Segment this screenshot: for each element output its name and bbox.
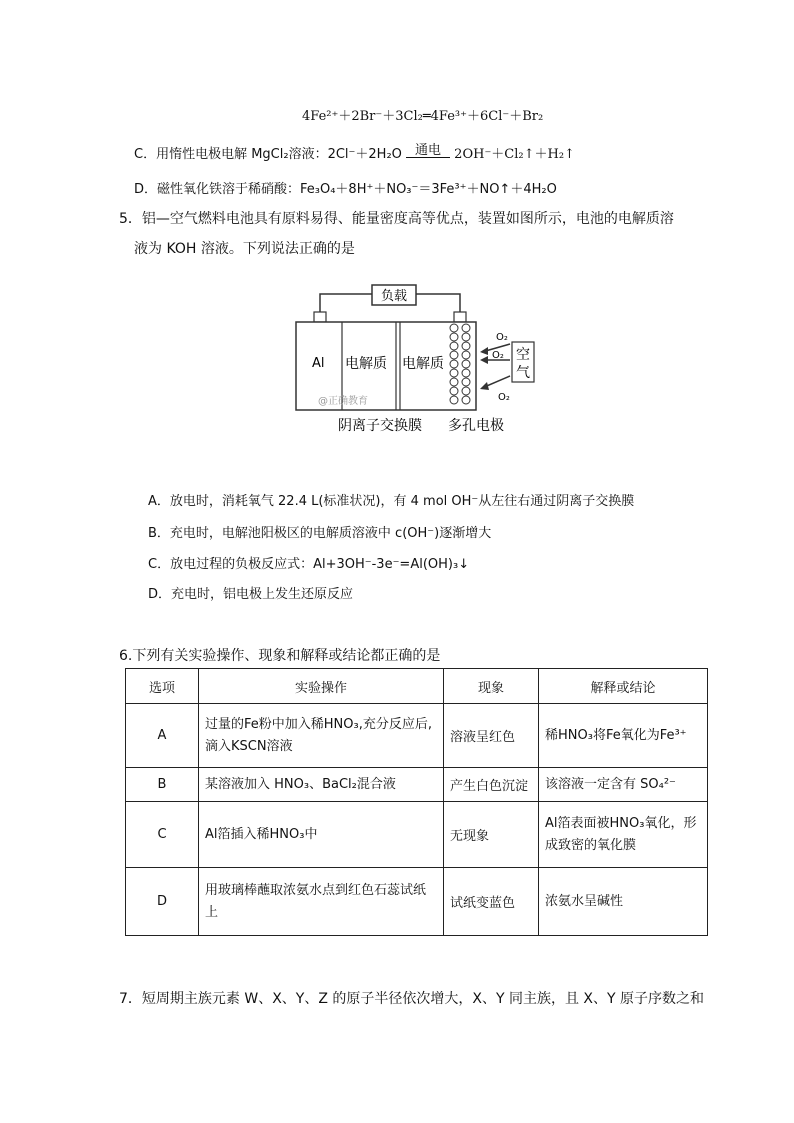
electrolysis-condition: 通电 bbox=[415, 143, 442, 158]
header-phenomenon: 现象 bbox=[444, 669, 539, 704]
q5-stem-line1: 5．铝—空气燃料电池具有原料易得、能量密度高等优点，装置如图所示，电池的电解质溶 bbox=[119, 211, 674, 227]
row-option: C bbox=[126, 802, 199, 868]
q5-option-d: D．充电时，铝电极上发生还原反应 bbox=[148, 587, 354, 602]
q4-option-c bbox=[134, 143, 575, 162]
row-option: D bbox=[126, 868, 199, 936]
wire-right bbox=[416, 294, 460, 314]
row-operation: 某溶液加入 HNO₃、BaCl₂混合液 bbox=[199, 768, 444, 802]
q5-option-a: A．放电时，消耗氧气 22.4 L(标准状况)，有 4 mol OH⁻从左往右通过阴离子交换膜 bbox=[148, 494, 635, 509]
row-conclusion: 该溶液一定含有 SO₄²⁻ bbox=[539, 768, 708, 802]
o2-label-mid: O₂ bbox=[492, 350, 504, 361]
table-row bbox=[126, 802, 708, 868]
table-header-row bbox=[126, 669, 708, 704]
row-operation: 过量的Fe粉中加入稀HNO₃,充分反应后,滴入KSCN溶液 bbox=[199, 704, 444, 768]
o2-label-bottom: O₂ bbox=[498, 392, 510, 403]
row-option: B bbox=[126, 768, 199, 802]
watermark: @正确教育 bbox=[318, 396, 368, 407]
o2-arrowhead-mid bbox=[480, 356, 488, 364]
q4-c-suffix: 2OH⁻＋Cl₂↑＋H₂↑ bbox=[454, 147, 575, 162]
load-label: 负载 bbox=[380, 289, 408, 304]
membrane-caption: 阴离子交换膜 bbox=[338, 418, 422, 434]
table-row bbox=[126, 768, 708, 802]
q4-b-equation: 4Fe²⁺＋2Br⁻＋3Cl₂═4Fe³⁺＋6Cl⁻＋Br₂ bbox=[302, 109, 544, 124]
electrolyte-left-label: 电解质 bbox=[345, 356, 387, 372]
row-conclusion: Al箔表面被HNO₃氧化，形成致密的氧化膜 bbox=[539, 802, 708, 868]
q5-option-c: C．放电过程的负极反应式：Al+3OH⁻-3e⁻=Al(OH)₃↓ bbox=[148, 557, 470, 572]
air-label-char2: 气 bbox=[516, 365, 530, 381]
q5-option-b: B．充电时，电解池阳极区的电解质溶液中 c(OH⁻)逐渐增大 bbox=[148, 526, 492, 541]
header-conclusion: 解释或结论 bbox=[539, 669, 708, 704]
row-operation: Al箔插入稀HNO₃中 bbox=[199, 802, 444, 868]
wire-left bbox=[320, 294, 372, 314]
row-conclusion: 稀HNO₃将Fe氧化为Fe³⁺ bbox=[539, 704, 708, 768]
o2-arrowhead-bottom bbox=[480, 382, 489, 390]
q6-table bbox=[125, 668, 708, 936]
row-phenomenon: 溶液呈红色 bbox=[444, 704, 539, 768]
terminal-right bbox=[454, 312, 466, 322]
row-phenomenon: 产生白色沉淀 bbox=[444, 768, 539, 802]
porous-electrode-caption: 多孔电极 bbox=[448, 418, 504, 434]
al-label: Al bbox=[312, 356, 325, 371]
row-phenomenon: 无现象 bbox=[444, 802, 539, 868]
header-operation: 实验操作 bbox=[199, 669, 444, 704]
o2-label-top: O₂ bbox=[496, 332, 508, 343]
terminal-left bbox=[314, 312, 326, 322]
o2-arrowhead-top bbox=[480, 347, 488, 355]
q7-stem: 7．短周期主族元素 W、X、Y、Z 的原子半径依次增大，X、Y 同主族，且 X、Y 原子序数之和 bbox=[119, 991, 705, 1007]
air-label-char1: 空 bbox=[516, 347, 530, 363]
electrolyte-right-label: 电解质 bbox=[402, 356, 444, 372]
table-row bbox=[126, 704, 708, 768]
q4-c-prefix: C．用惰性电极电解 MgCl₂溶液：2Cl⁻＋2H₂O bbox=[134, 147, 402, 162]
row-conclusion: 浓氨水呈碱性 bbox=[539, 868, 708, 936]
table-row bbox=[126, 868, 708, 936]
row-option: A bbox=[126, 704, 199, 768]
q4-option-d: D．磁性氧化铁溶于稀硝酸：Fe₃O₄＋8H⁺＋NO₃⁻＝3Fe³⁺＋NO↑＋4H₂O bbox=[134, 182, 557, 197]
row-phenomenon: 试纸变蓝色 bbox=[444, 868, 539, 936]
battery-diagram bbox=[290, 280, 550, 440]
q5-stem-line2: 液为 KOH 溶液。下列说法正确的是 bbox=[134, 241, 355, 257]
electrolysis-arrow bbox=[406, 143, 450, 158]
header-option: 选项 bbox=[126, 669, 199, 704]
q6-stem: 6.下列有关实验操作、现象和解释或结论都正确的是 bbox=[119, 648, 441, 664]
row-operation: 用玻璃棒蘸取浓氨水点到红色石蕊试纸上 bbox=[199, 868, 444, 936]
